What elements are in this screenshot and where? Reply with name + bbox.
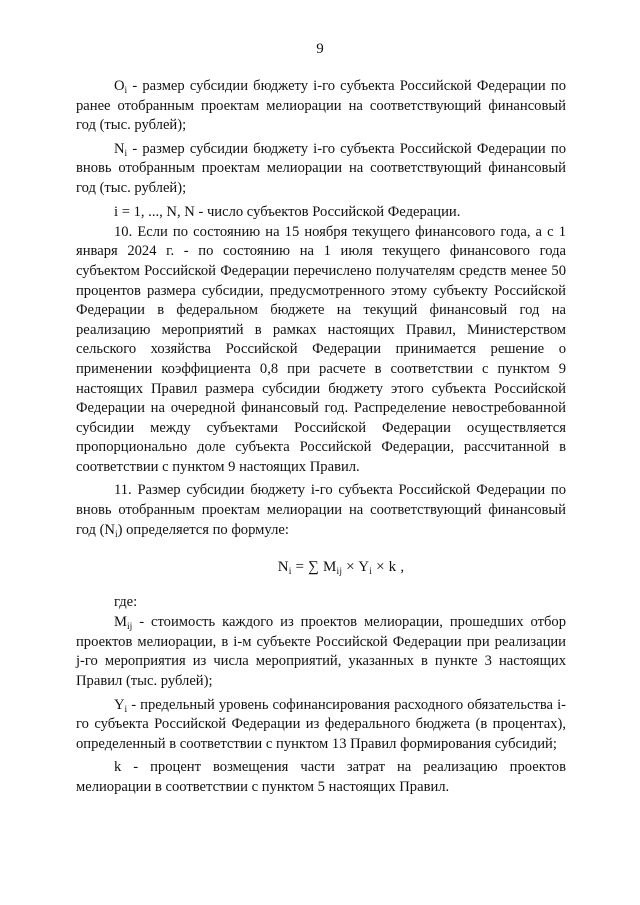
where-label: где: xyxy=(114,594,138,611)
subscript-i: i xyxy=(124,148,128,159)
formula xyxy=(116,557,566,577)
index-range: i = 1, ..., N, N - число субъектов Российской Федерации. xyxy=(114,203,461,220)
formula-m-sub: ij xyxy=(336,567,343,578)
definition-o-i xyxy=(76,77,566,136)
definition-text: - размер субсидии бюджету i-го субъекта Российской Федерации по ранее отобранным проектам мелиорации на соответствующий финансовый год (тыс. рублей); xyxy=(76,78,566,134)
page-number: 9 xyxy=(316,41,324,57)
symbol-m: M xyxy=(114,614,127,631)
subscript-i: i xyxy=(124,704,128,715)
formula-lhs: N xyxy=(277,559,289,576)
definition-text: - размер субсидии бюджету i-го субъекта Российской Федерации по вновь отобранным проектам мелиорации на соответствующий финансовый год (тыс. рублей); xyxy=(76,140,566,196)
definition-text: - предельный уровень софинансирования расходного обязательства i-го субъекта Российской Федерации из федерального бюджета (в процентах), определенный в соответствии с пунктом 13 Правил формирования субсидий; xyxy=(76,696,566,752)
definition-text: - стоимость каждого из проектов мелиорации, прошедших отбор проектов мелиорации, в i-м субъекте Российской Федерации при реализации j-го мероприятия из числа мероприятий, указанных в пункте 3 настоящих Правил (тыс. рублей); xyxy=(76,614,566,690)
paragraph-11 xyxy=(76,481,566,540)
subscript-i: i xyxy=(114,529,118,540)
symbol-o: O xyxy=(114,78,125,94)
paragraph-10: 10. Если по состоянию на 15 ноября текущего финансового года, а с 1 января 2024 г. - по состоянию на 1 июля текущего финансового года субъектом Российской Федерации перечислено получателям средств менее 50 процентов размера субсидии, предусмотренного этому субъекту Российской Федерации в федеральном бюджете на текущий финансовый год на реализацию мероприятий в рамках настоящих Правил, Министерством сельского хозяйства Российской Федерации принимается решение о применении коэффициента 0,8 при расчете в соответствии с пунктом 9 настоящих Правил размера субсидии бюджету этого субъекта Российской Федерации на очередной финансовый год. Распределение невостребованной субсидии между субъектами Российской Федерации осуществляется пропорционально доле субъекта Российской Федерации, рассчитанной в соответствии с пунктом 9 настоящих Правил. xyxy=(76,223,566,475)
definition-k: k - процент возмещения части затрат на реализацию проектов мелиорации в соответствии с пунктом 5 настоящих Правил. xyxy=(76,759,566,795)
formula-tail: × k , xyxy=(372,559,405,576)
definition-y-i xyxy=(76,696,566,755)
formula-sum-m: = ∑ M xyxy=(291,559,337,576)
document-body xyxy=(76,77,566,798)
formula-times-y: × Y xyxy=(342,559,370,576)
subscript-ij: ij xyxy=(126,622,133,633)
formula-y-sub: i xyxy=(369,567,373,578)
symbol-y: Y xyxy=(114,696,125,713)
symbol-n: N xyxy=(114,140,125,157)
subscript-i: i xyxy=(124,86,128,96)
definition-n-i xyxy=(76,140,566,199)
paragraph-11-tail: ) определяется по формуле: xyxy=(117,521,289,538)
paragraph-11-text: 11. Размер субсидии бюджету i-го субъекта Российской Федерации по вновь отобранным проектам мелиорации на соответствующий финансовый год (N xyxy=(76,482,566,538)
formula-lhs-sub: i xyxy=(288,567,292,578)
definition-m-ij xyxy=(76,613,566,691)
